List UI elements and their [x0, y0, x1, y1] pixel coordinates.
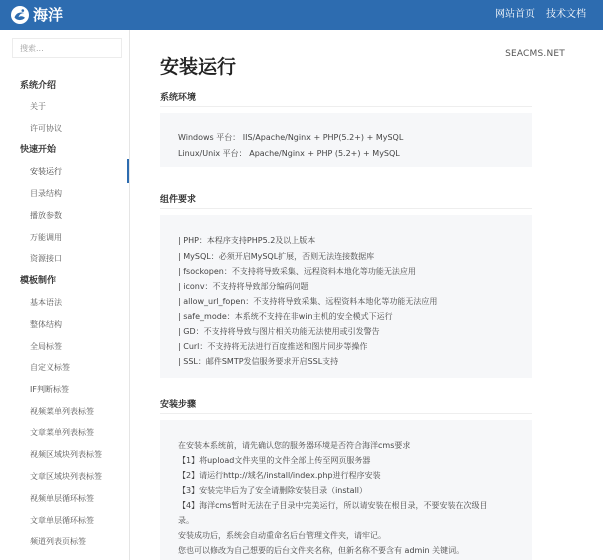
- sidebar-item-directory[interactable]: 目录结构: [30, 189, 62, 198]
- section-divider: [160, 413, 532, 414]
- code-line: | allow_url_fopen：不支持将导致采集、远程资料本地化等功能无法应用: [178, 297, 438, 306]
- code-line: 【4】海洋cms暂时无法在子目录中完美运行，所以请安装在根目录，不要安装在次级目: [178, 501, 488, 510]
- code-line: 您也可以修改为自己想要的后台文件夹名称，但新名称不要含有 admin 关键词。: [178, 546, 465, 555]
- code-line: | GD：不支持将导致与图片相关功能无法使用或引发警告: [178, 327, 380, 336]
- code-line: 安装成功后，系统会自动重命名后台管理文件夹，请牢记。: [178, 531, 386, 540]
- section-divider: [160, 106, 532, 107]
- brand-mark[interactable]: SEACMS.NET: [505, 49, 565, 59]
- code-line: | iconv：不支持将导致部分编码问题: [178, 282, 309, 291]
- code-block-environment: [160, 113, 532, 167]
- sidebar-item-video-loop-tags[interactable]: 视频单层循环标签: [30, 494, 94, 503]
- sidebar-item-universal-call[interactable]: 万能调用: [30, 233, 62, 242]
- section-heading-install-steps: 安装步骤: [160, 400, 197, 410]
- main-content: [130, 30, 603, 560]
- code-line: 【2】请运行http://域名/install/index.php进行程序安装: [178, 471, 381, 480]
- code-line: | MySQL：必须开启MySQL扩展，否则无法连接数据库: [178, 252, 375, 261]
- logo[interactable]: [10, 4, 63, 26]
- sidebar-item-channel-list-tags[interactable]: 频道列表页标签: [30, 537, 86, 546]
- code-line: | PHP：本程序支持PHP5.2及以上版本: [178, 236, 316, 245]
- logo-text: 海洋: [33, 6, 64, 24]
- code-line: 【1】将upload文件夹里的文件全部上传至网页服务器: [178, 456, 371, 465]
- top-bar: [0, 0, 603, 30]
- sidebar-item-about[interactable]: 关于: [30, 102, 46, 111]
- code-block-install-steps: [160, 420, 532, 560]
- search-input[interactable]: [12, 38, 122, 58]
- sidebar-item-global-tags[interactable]: 全局标签: [30, 342, 62, 351]
- code-line: | SSL：邮件SMTP发信服务要求开启SSL支持: [178, 357, 339, 366]
- sidebar-item-basic-syntax[interactable]: 基本语法: [30, 298, 62, 307]
- sidebar-item-article-loop-tags[interactable]: 文章单层循环标签: [30, 516, 94, 525]
- sidebar-item-custom-tags[interactable]: 自定义标签: [30, 363, 70, 372]
- code-line: 在安装本系统前，请先确认您的服务器环境是否符合海洋cms要求: [178, 441, 411, 450]
- sidebar-item-video-menu-tags[interactable]: 视频菜单列表标签: [30, 407, 94, 416]
- nav-docs-link[interactable]: 技术文档: [546, 9, 586, 20]
- sidebar-item-article-menu-tags[interactable]: 文章菜单列表标签: [30, 428, 94, 437]
- code-line: | Curl：不支持将无法进行百度推送和图片同步等操作: [178, 342, 368, 351]
- page-title: 安装运行: [160, 56, 237, 78]
- code-line: Linux/Unix 平台： Apache/Nginx + PHP (5.2+) + MySQL: [178, 149, 400, 158]
- section-heading-components: 组件要求: [160, 195, 197, 205]
- code-line: 【3】安装完毕后为了安全请删除安装目录（install）: [178, 486, 368, 495]
- sidebar-item-resource-api[interactable]: 资源接口: [30, 254, 62, 263]
- section-divider: [160, 208, 532, 209]
- sidebar-item-license[interactable]: 许可协议: [30, 124, 62, 133]
- sidebar-item-structure[interactable]: 整体结构: [30, 320, 62, 329]
- sidebar-group-quickstart: 快速开始: [20, 145, 57, 155]
- code-line: Windows 平台： IIS/Apache/Nginx + PHP(5.2+) + MySQL: [178, 133, 404, 142]
- section-heading-environment: 系统环境: [160, 93, 197, 103]
- sidebar-item-article-block-tags[interactable]: 文章区域块列表标签: [30, 472, 102, 481]
- sidebar-item-if-tags[interactable]: IF判断标签: [30, 385, 69, 394]
- sidebar-item-player-params[interactable]: 播放参数: [30, 211, 62, 220]
- sidebar-group-intro: 系统介绍: [20, 81, 57, 91]
- code-block-components: [160, 215, 532, 378]
- code-line: | safe_mode：本系统不支持在非win主机的安全模式下运行: [178, 312, 393, 321]
- circle-swirl-icon: [10, 5, 30, 25]
- nav-home-link[interactable]: 网站首页: [495, 9, 535, 20]
- active-indicator: [127, 159, 129, 183]
- sidebar: [0, 30, 130, 560]
- sidebar-group-template: 模板制作: [20, 276, 57, 286]
- code-line: | fsockopen：不支持将导致采集、远程资料本地化等功能无法应用: [178, 267, 416, 276]
- sidebar-item-install[interactable]: 安装运行: [30, 167, 62, 176]
- code-line: 录。: [178, 516, 194, 525]
- sidebar-item-video-block-tags[interactable]: 视频区域块列表标签: [30, 450, 102, 459]
